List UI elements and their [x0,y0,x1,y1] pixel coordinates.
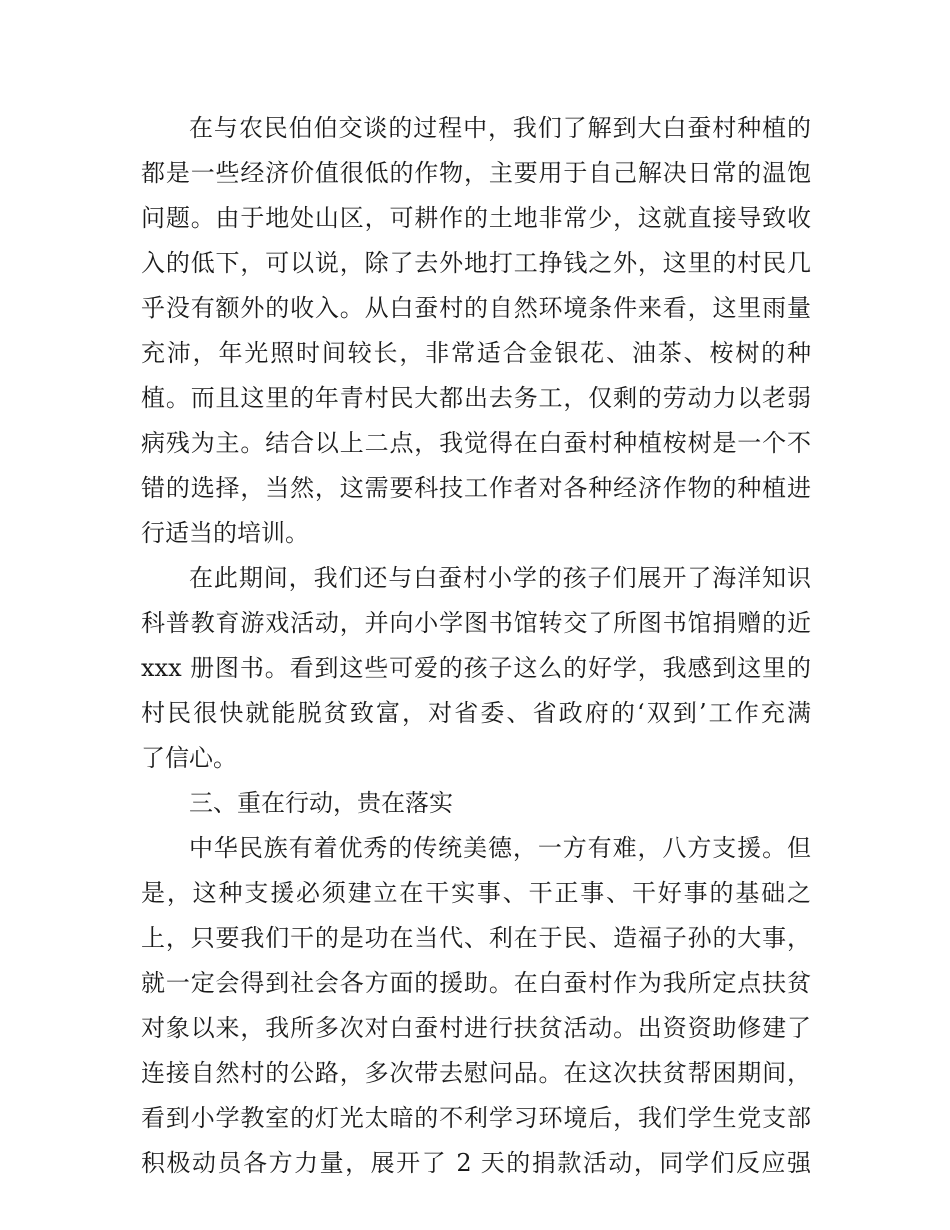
text-line: 入的低下，可以说，除了去外地打工挣钱之外，这里的村民几 [141,249,811,277]
text-line: 病残为主。结合以上二点，我觉得在白蚕村种植桉树是一个不 [141,429,811,457]
document-body [141,106,811,1186]
text-line: 充沛，年光照时间较长，非常适合金银花、油茶、桉树的种 [141,339,811,367]
text-line: 都是一些经济价值很低的作物，主要用于自己解决日常的温饱 [141,159,811,187]
text-line: 错的选择，当然，这需要科技工作者对各种经济作物的种植进 [141,474,811,502]
text-line: 看到小学教室的灯光太暗的不利学习环境后，我们学生党支部 [141,1104,811,1132]
text-line: 连接自然村的公路，多次带去慰问品。在这次扶贫帮困期间， [141,1059,811,1087]
text-line: 村民很快就能脱贫致富，对省委、省政府的‘双到’工作充满 [141,699,811,727]
text-line: 问题。由于地处山区，可耕作的土地非常少，这就直接导致收 [141,204,811,232]
text-line: 三、重在行动，贵在落实 [189,789,453,817]
text-line: 在与农民伯伯交谈的过程中，我们了解到大白蚕村种植的 [189,114,811,142]
text-line: 植。而且这里的年青村民大都出去务工，仅剩的劳动力以老弱 [141,384,811,412]
text-line: 就一定会得到社会各方面的援助。在白蚕村作为我所定点扶贫 [141,969,811,997]
text-line: 是，这种支援必须建立在干实事、干正事、干好事的基础之 [141,879,811,907]
text-line: 乎没有额外的收入。从白蚕村的自然环境条件来看，这里雨量 [141,294,811,322]
text-line: 科普教育游戏活动，并向小学图书馆转交了所图书馆捐赠的近 [141,609,811,637]
text-line: 在此期间，我们还与白蚕村小学的孩子们展开了海洋知识 [189,564,811,592]
text-line: 了信心。 [141,744,237,772]
text-line: 上，只要我们干的是功在当代、利在于民、造福子孙的大事， [141,924,811,952]
text-line: xxx 册图书。看到这些可爱的孩子这么的好学，我感到这里的 [141,654,811,682]
text-line: 中华民族有着优秀的传统美德，一方有难，八方支援。但 [189,834,811,862]
text-line: 对象以来，我所多次对白蚕村进行扶贫活动。出资资助修建了 [141,1014,811,1042]
text-line: 行适当的培训。 [141,519,309,547]
text-line: 积极动员各方力量，展开了 2 天的捐款活动，同学们反应强 [141,1149,811,1177]
